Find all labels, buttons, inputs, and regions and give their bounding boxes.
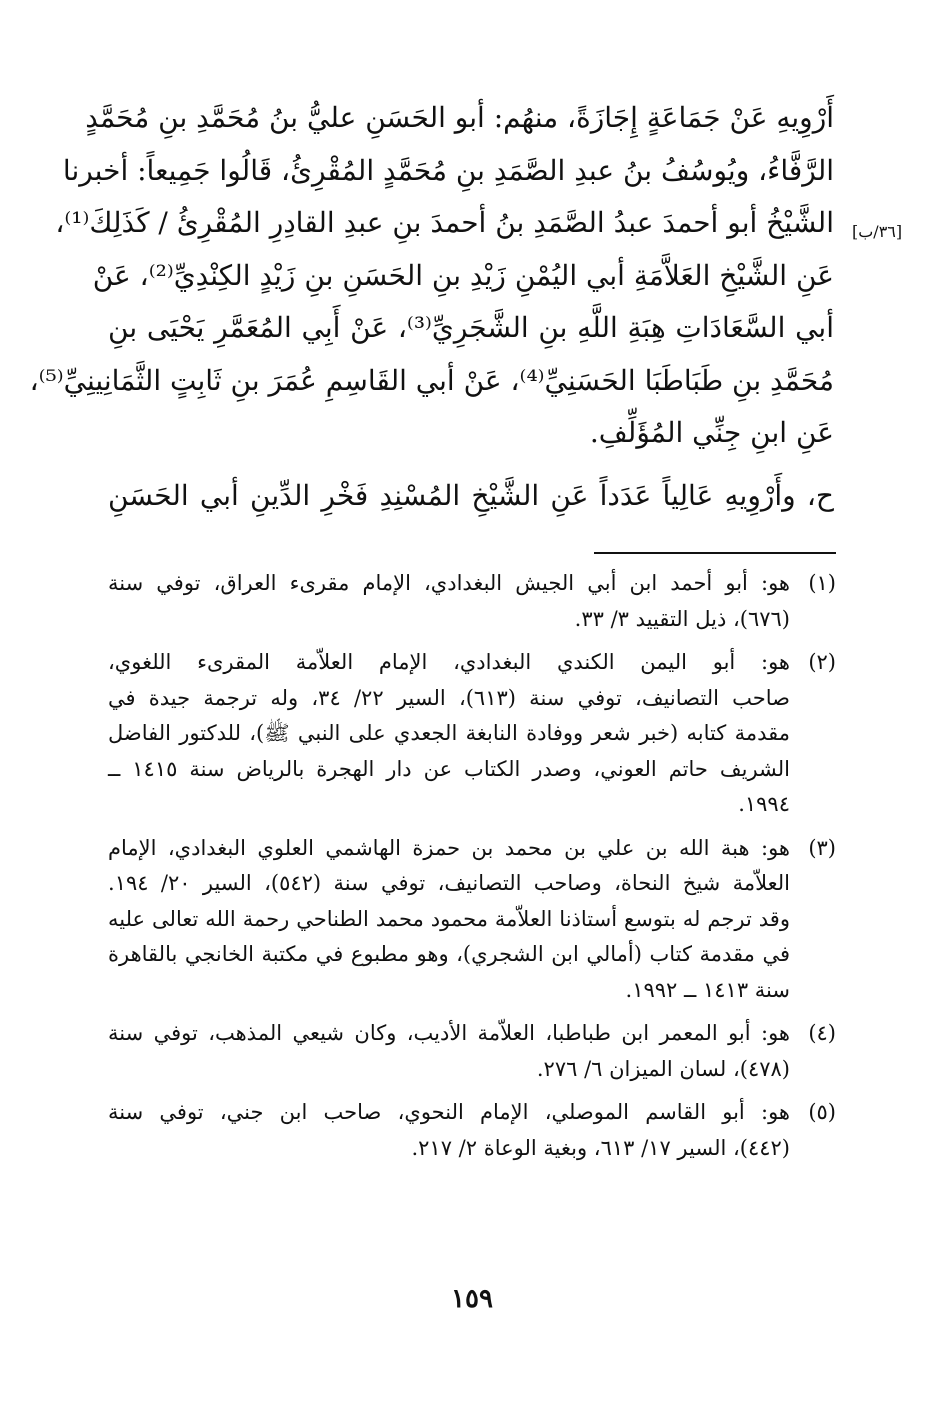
footnote-body (108, 1016, 790, 1087)
footnote-line: مقدمة كتابه (خبر شعر ووفادة النابغة الجعدي على النبي ﷺ)، للدكتور الفاضل (108, 721, 790, 745)
footnote-line: (٦٧٦)، ذيل التقييد ٣/ ٣٣. (574, 606, 790, 631)
footnote-line: (٤٧٨)، لسان الميزان ٦/ ٢٧٦. (536, 1056, 790, 1081)
footnote-line: صاحب التصانيف، توفي سنة (٦١٣)، السير ٢٢/ ٣٤، وله ترجمة جيدة في (108, 685, 790, 710)
main-text-line-6: مُحَمَّدِ بنِ طَبَاطَبَا الحَسَنِيِّ⁽⁴⁾، عَنْ أبي القَاسِمِ عُمَرَ بنِ ثَابِتٍ الثَّمَانِينِيِّ⁽⁵⁾، (29, 363, 834, 397)
footnote-line: وقد ترجم له بتوسع أستاذنا العلاّمة محمود محمد الطناحي رحمة الله تعالى عليه (108, 906, 790, 931)
main-text-line-3: الشَّيْخُ أبو أحمدَ عبدُ الصَّمَدِ بنُ أحمدَ بنِ عبدِ القادِرِ المُقْرِئُ / كَذَلِكَ⁽¹⁾، (55, 206, 834, 239)
page-number: ١٥٩ (451, 1284, 493, 1314)
main-text-line-2: الرَّفَّاءُ، ويُوسُفُ بنُ عبدِ الصَّمَدِ بنِ مُحَمَّدٍ المُقْرِئُ، قَالُوا جَمِيعاً: أخبرنا (62, 153, 834, 187)
footnote-line: هو: أبو القاسم الموصلي، الإمام النحوي، صاحب ابن جني، توفي سنة (108, 1100, 790, 1124)
footnote-line: سنة ١٤١٣ ــ ١٩٩٢. (625, 977, 790, 1002)
footnote-line: ١٩٩٤. (738, 792, 790, 816)
footnote-body (108, 831, 790, 1009)
main-text-line-4: عَنِ الشَّيْخِ العَلاَّمَةِ أبي اليُمْنِ زَيْدِ بنِ الحَسَنِ بنِ زَيْدٍ الكِنْدِيِّ⁽²⁾، عَنْ (92, 258, 834, 292)
main-text-line-7: عَنِ ابنِ جِنِّي المُؤَلِّفِ. (589, 416, 834, 449)
footnote-2 (108, 645, 836, 823)
footnote-line: هو: هبة الله بن علي بن محمد بن حمزة الهاشمي العلوي البغدادي، الإمام (108, 835, 790, 860)
main-text-block (29, 92, 834, 522)
footnote-line: (٤٤٢)، السير ١٧/ ٦١٣، وبغية الوعاة ٢/ ٢١٧. (411, 1135, 790, 1160)
footnote-line: العلاّمة شيخ النحاة، وصاحب التصانيف، توفي سنة (٥٤٢)، السير ٢٠/ ١٩٤. (108, 871, 790, 895)
footnote-line: في مقدمة كتاب (أمالي ابن الشجري)، وهو مطبوع في مكتبة الخانجي بالقاهرة (108, 942, 790, 966)
main-text-line-5: أبي السَّعَادَاتِ هِبَةِ اللَّهِ بنِ الشَّجَرِيِّ⁽³⁾، عَنْ أَبِي المُعَمَّرِ يَحْيَى بنِ (108, 311, 834, 344)
footnote-3 (108, 831, 836, 1009)
footnote-line: الشريف حاتم العوني، وصدر الكتاب عن دار الهجرة بالرياض سنة ١٤١٥ ــ (108, 756, 790, 781)
footnote-line: هو: أبو المعمر ابن طباطبا، العلاّمة الأديب، وكان شيعي المذهب، توفي سنة (108, 1021, 791, 1045)
footnote-5 (108, 1095, 836, 1166)
footnote-1 (108, 566, 836, 637)
footnote-number: (٢) (808, 650, 836, 674)
footnotes-section (108, 566, 836, 1174)
footnote-separator (594, 552, 836, 554)
footnote-number: (٣) (808, 835, 836, 860)
footnote-number: (٥) (808, 1100, 836, 1124)
footnote-line: هو: أبو أحمد ابن أبي الجيش البغدادي، الإمام مقرىء العراق، توفي سنة (108, 571, 790, 595)
footnote-number: (١) (808, 571, 836, 595)
main-text-line-8: ح، وأَرْوِيهِ عَالِياً عَدَداً عَنِ الشَّيْخِ المُسْنِدِ فَخْرِ الدِّينِ أبي الحَسَنِ (108, 478, 834, 512)
footnote-number: (٤) (808, 1021, 836, 1045)
footnote-body (108, 645, 790, 823)
footnote-body (108, 1095, 790, 1166)
footnote-line: هو: أبو اليمن الكندي البغدادي، الإمام العلاّمة المقرىء اللغوي، (108, 650, 790, 674)
main-text-line-1: أَرْوِيهِ عَنْ جَمَاعَةٍ إِجَازَةً، منهُم: أبو الحَسَنِ عليُّ بنُ مُحَمَّدِ بنِ مُحَمَّدٍ (85, 101, 834, 134)
manuscript-folio-marker: [٣٦/ب] (852, 222, 903, 241)
footnote-body (108, 566, 790, 637)
footnote-4 (108, 1016, 836, 1087)
